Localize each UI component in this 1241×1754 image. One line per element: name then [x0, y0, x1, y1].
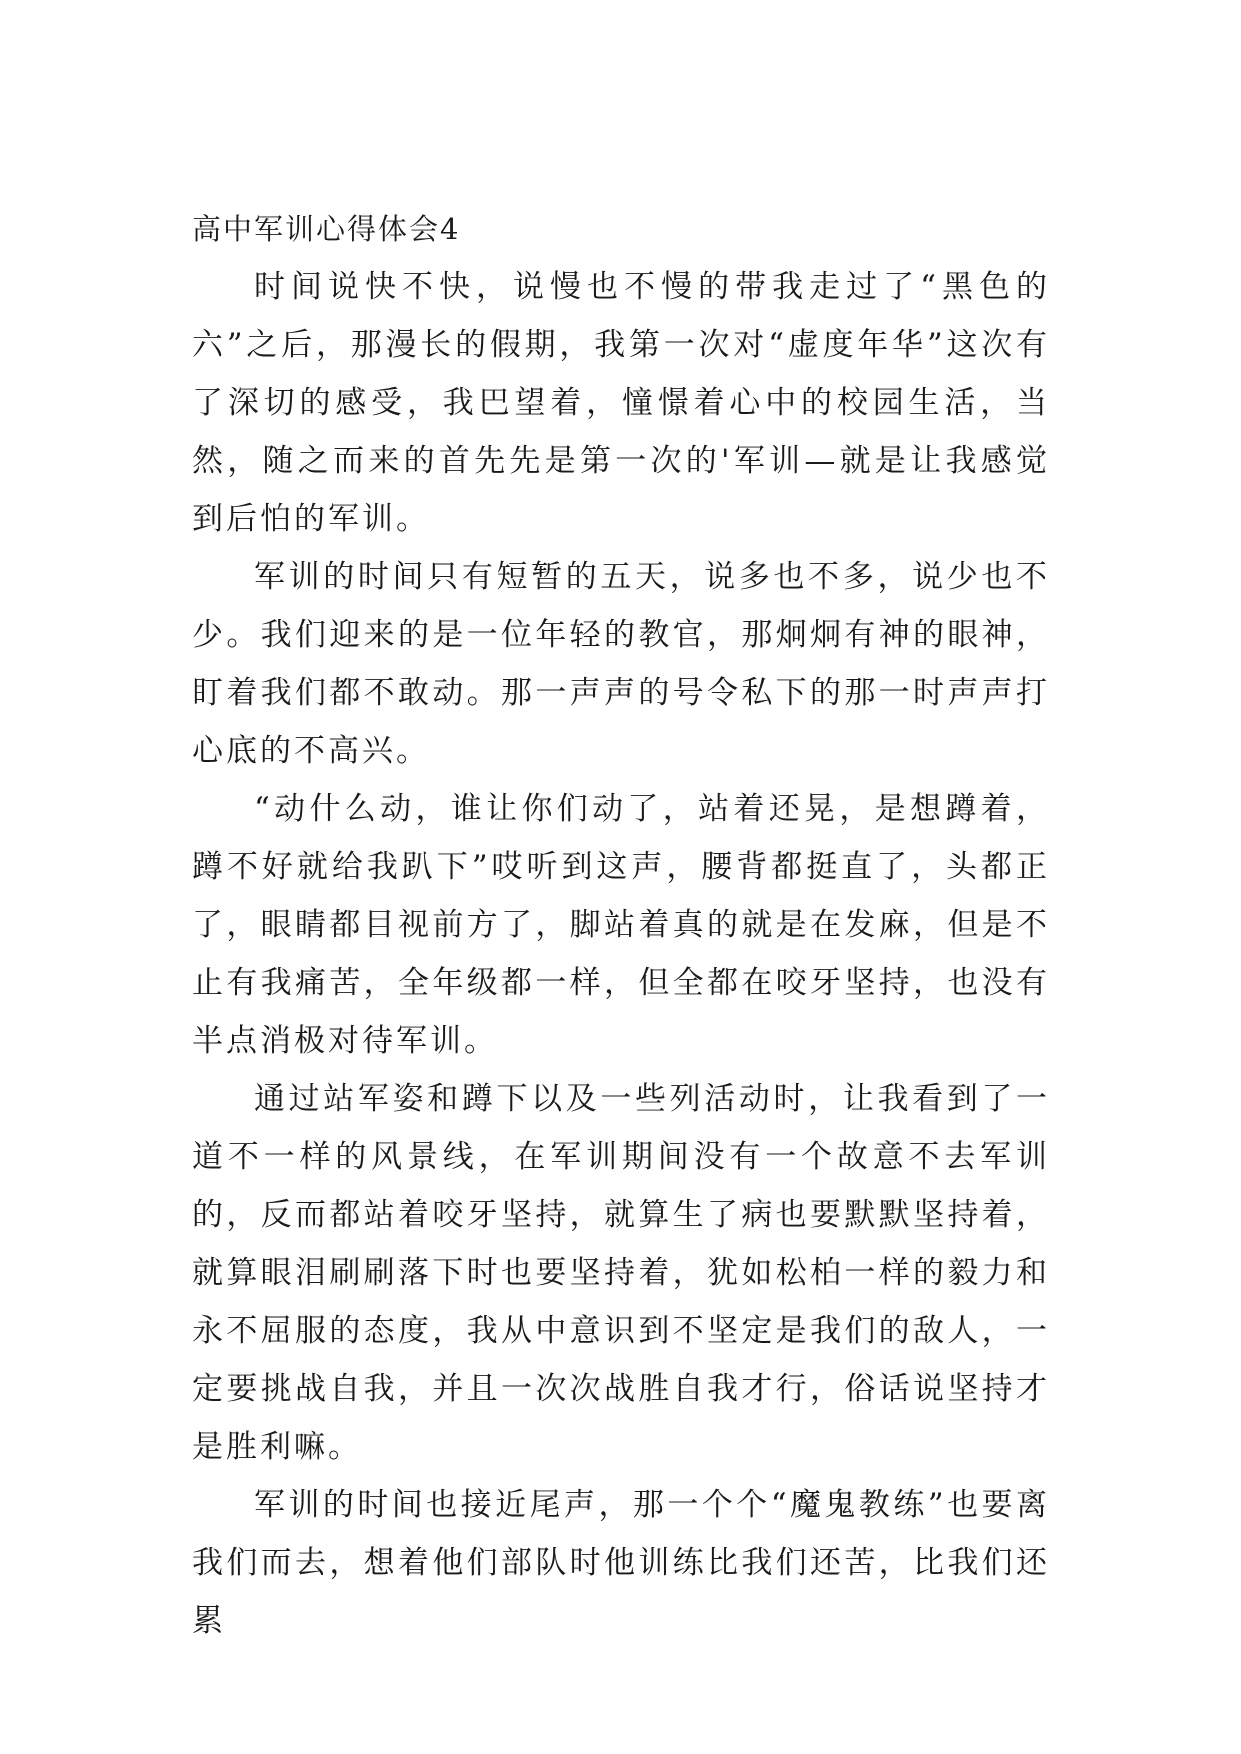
- paragraph-5: 军训的时间也接近尾声，那一个个“魔鬼教练”也要离我们而去，想着他们部队时他训练比我们还苦，比我们还累: [192, 1487, 1050, 1639]
- paragraph-4: 通过站军姿和蹲下以及一些列活动时，让我看到了一道不一样的风景线，在军训期间没有一个故意不去军训的，反而都站着咬牙坚持，就算生了病也要默默坚持着，就算眼泪刷刷落下时也要坚持着，犹如松柏一样的毅力和永不屈服的态度，我从中意识到不坚定是我们的敌人，一定要挑战自我，并且一次次战胜自我才行，俗话说坚持才是胜利嘛。: [192, 1081, 1050, 1465]
- document-title: 高中军训心得体会4: [192, 212, 461, 246]
- paragraph-1: 时间说快不快，说慢也不慢的带我走过了“黑色的六”之后，那漫长的假期，我第一次对“虚度年华”这次有了深切的感受，我巴望着，憧憬着心中的校园生活，当然，随之而来的首先先是第一次的'军训—就是让我感觉到后怕的军训。: [192, 269, 1050, 537]
- document-page: [192, 200, 1050, 1650]
- paragraph-2: 军训的时间只有短暂的五天，说多也不多，说少也不少。我们迎来的是一位年轻的教官，那炯炯有神的眼神，盯着我们都不敢动。那一声声的号令私下的那一时声声打心底的不高兴。: [192, 559, 1050, 769]
- paragraph-3: “动什么动，谁让你们动了，站着还晃，是想蹲着，蹲不好就给我趴下”哎听到这声，腰背都挺直了，头都正了，眼睛都目视前方了，脚站着真的就是在发麻，但是不止有我痛苦，全年级都一样，但全都在咬牙坚持，也没有半点消极对待军训。: [192, 791, 1050, 1059]
